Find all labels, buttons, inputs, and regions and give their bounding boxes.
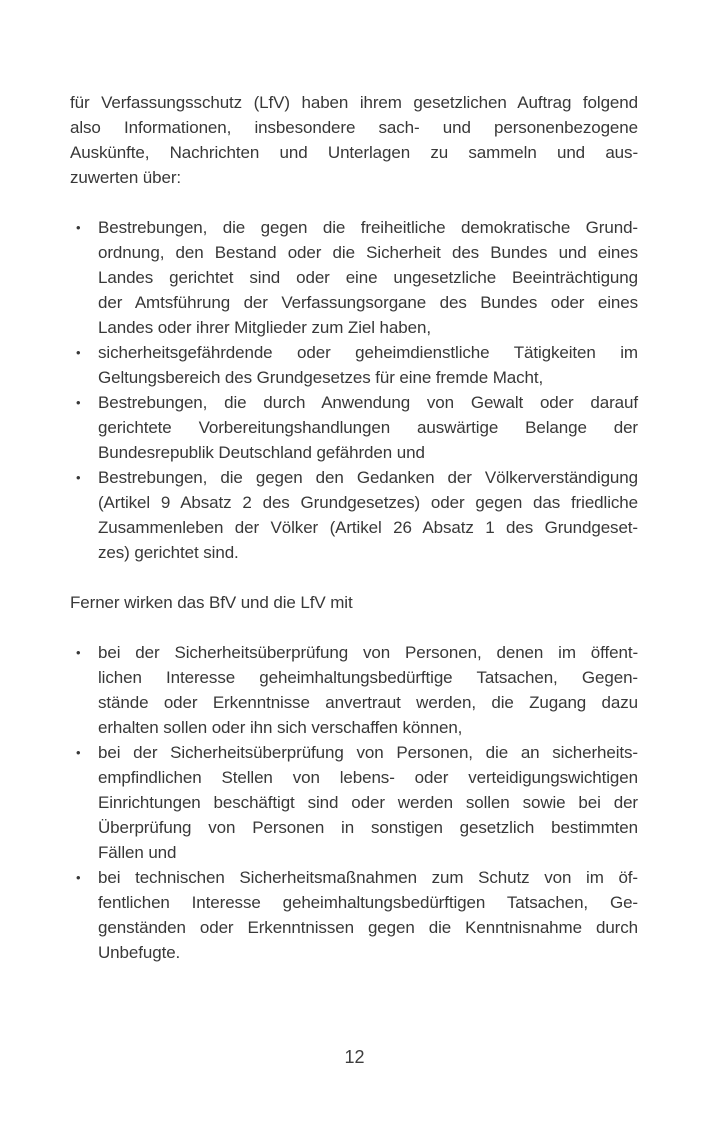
page-number: 12 <box>344 1047 365 1067</box>
text-line: der Amtsführung der Verfassungsorgane des Bundes oder eines <box>98 293 638 312</box>
text-line: bei technischen Sicherheitsmaßnahmen zum Schutz von im öf- <box>98 868 638 887</box>
text-line: stände oder Erkenntnisse anvertraut werden, die Zugang dazu <box>98 693 638 712</box>
text-line: erhalten sollen oder ihn sich verschaffen können, <box>98 718 463 737</box>
text-line: Ferner wirken das BfV und die LfV mit <box>70 593 353 612</box>
list-item <box>70 640 638 740</box>
text-line: Landes oder ihrer Mitglieder zum Ziel haben, <box>98 318 431 337</box>
intro-paragraph <box>70 90 638 190</box>
bullet-icon: • <box>76 870 81 885</box>
text-line: Unbefugte. <box>98 943 181 962</box>
page-content <box>70 90 638 965</box>
cooperation-tasks-list <box>70 640 638 965</box>
list-item <box>70 215 638 340</box>
cooperation-intro-paragraph <box>70 590 638 615</box>
text-line: gerichtete Vorbereitungshandlungen auswärtige Belange der <box>98 418 638 437</box>
bullet-icon: • <box>76 745 81 760</box>
text-line: bei der Sicherheitsüberprüfung von Personen, denen im öffent- <box>98 643 638 662</box>
text-line: zes) gerichtet sind. <box>98 543 239 562</box>
text-line: Einrichtungen beschäftigt sind oder werden sollen sowie bei der <box>98 793 638 812</box>
text-line: sicherheitsgefährdende oder geheimdienstliche Tätigkeiten im <box>98 343 638 362</box>
text-line: Bestrebungen, die gegen die freiheitliche demokratische Grund- <box>98 218 638 237</box>
text-line: also Informationen, insbesondere sach- und personenbezogene <box>70 118 638 137</box>
list-item-text <box>98 865 638 965</box>
text-line: genständen oder Erkenntnissen gegen die Kenntnisnahme durch <box>98 918 638 937</box>
text-line: Überprüfung von Personen in sonstigen gesetzlich bestimmten <box>98 818 638 837</box>
text-line: Fällen und <box>98 843 177 862</box>
surveillance-topics-list <box>70 215 638 565</box>
list-item-text <box>98 390 638 465</box>
list-item <box>70 465 638 565</box>
text-line: bei der Sicherheitsüberprüfung von Personen, die an sicherheits- <box>98 743 638 762</box>
text-line: ordnung, den Bestand oder die Sicherheit des Bundes und eines <box>98 243 638 262</box>
text-line: Bestrebungen, die durch Anwendung von Gewalt oder darauf <box>98 393 638 412</box>
list-item-text <box>98 640 638 740</box>
text-line: Geltungsbereich des Grundgesetzes für eine fremde Macht, <box>98 368 544 387</box>
text-line: Landes gerichtet sind oder eine ungesetzliche Beeinträchtigung <box>98 268 638 287</box>
text-line: Bestrebungen, die gegen den Gedanken der Völkerverständigung <box>98 468 638 487</box>
text-line: Zusammenleben der Völker (Artikel 26 Absatz 1 des Grundgeset- <box>98 518 638 537</box>
list-item <box>70 740 638 865</box>
bullet-icon: • <box>76 470 81 485</box>
bullet-icon: • <box>76 220 81 235</box>
list-item <box>70 340 638 390</box>
list-item <box>70 865 638 965</box>
text-line: (Artikel 9 Absatz 2 des Grundgesetzes) oder gegen das friedliche <box>98 493 638 512</box>
bullet-icon: • <box>76 395 81 410</box>
list-item-text <box>98 215 638 340</box>
text-line: Auskünfte, Nachrichten und Unterlagen zu sammeln und aus- <box>70 143 638 162</box>
bullet-icon: • <box>76 345 81 360</box>
list-item-text <box>98 740 638 865</box>
bullet-icon: • <box>76 645 81 660</box>
list-item-text <box>98 465 638 565</box>
text-line: zuwerten über: <box>70 168 182 187</box>
list-item-text <box>98 340 638 390</box>
text-line: lichen Interesse geheimhaltungsbedürftige Tatsachen, Gegen- <box>98 668 638 687</box>
text-line: Bundesrepublik Deutschland gefährden und <box>98 443 425 462</box>
text-line: für Verfassungsschutz (LfV) haben ihrem gesetzlichen Auftrag folgend <box>70 93 638 112</box>
text-line: fentlichen Interesse geheimhaltungsbedürftigen Tatsachen, Ge- <box>98 893 638 912</box>
text-line: empfindlichen Stellen von lebens- oder verteidigungswichtigen <box>98 768 638 787</box>
list-item <box>70 390 638 465</box>
